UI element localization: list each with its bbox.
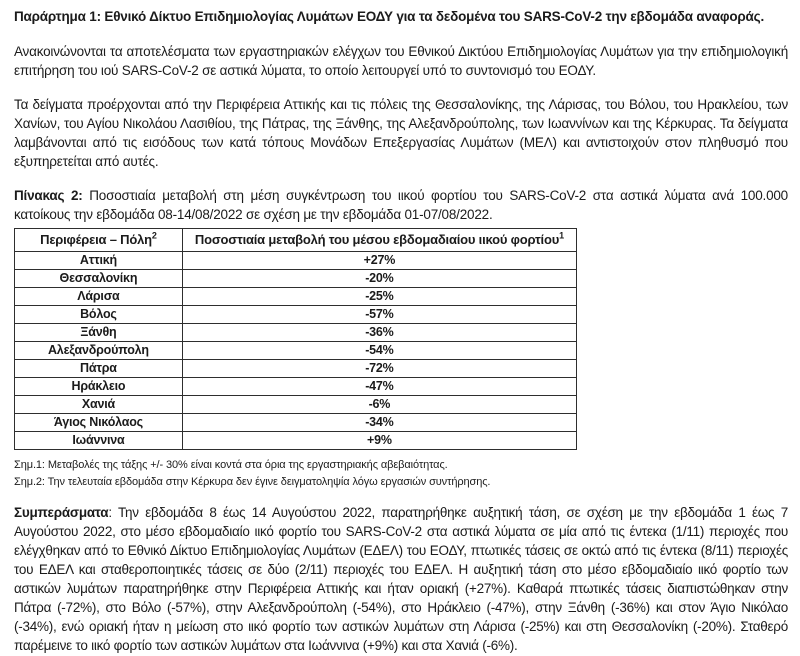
cell-change: -72%	[182, 360, 576, 378]
header-cell-region: Περιφέρεια – Πόλη$^2$	[15, 229, 183, 252]
table-caption	[14, 186, 788, 224]
table-row	[15, 306, 577, 324]
footnote-marker-1: 1	[559, 230, 564, 241]
table-header-row	[15, 229, 577, 252]
cell-change: -54%	[182, 342, 576, 360]
footnote-marker-2: 2	[151, 230, 157, 241]
conclusions-text: : Την εβδομάδα 8 έως 14 Αυγούστου 2022, παρατηρήθηκε αυξητική τάση, σε σχέση με την εβδομάδα 1 έως 7 Αυγούστου 2022, στο μέσο εβδομαδιαίο ιικό φορτίο του SARS-CoV-2 στα αστικά λύματα σε μία από τις έντεκα (1/11) περιοχές που ελέγχθηκαν από το Εθνικό Δίκτυο Επιδημιολογίας Λυμάτων (ΕΔΕΛ) του ΕΟΔΥ, πτωτικές τάσεις σε οκτώ από τις έντεκα (8/11) περιοχές του ΕΔΕΛ και σταθεροποιητικές τάσεις σε δύο (2/11) περιοχές του ΕΔΕΛ. Η αυξητική τάση στο μέσο εβδομαδιαίο ιικό φορτίο των αστικών λυμάτων παρατηρήθηκε στην Περιφέρεια Αττικής και ήταν οριακή (+27%). Καθαρά πτωτικές τάσεις διαπιστώθηκαν στην Πάτρα (-72%), στο Βόλο (-57%), στην Αλεξανδρούπολη (-54%), στο Ηράκλειο (-47%), στην Ξάνθη (-36%) και στον Άγιο Νικόλαο (-34%), ενώ οριακή ήταν η μείωση στο ιικό φορτίο των αστικών λυμάτων στη Λάρισα (-25%) και στη Θεσσαλονίκη (-20%). Σταθερό παρέμεινε το ιικό φορτίο των αστικών λυμάτων στα Ιωάννινα (+9%) και στα Χανιά (-6%).	[14, 505, 788, 653]
conclusions-paragraph	[14, 503, 788, 655]
cell-change: -34%	[182, 414, 576, 432]
cell-region: Ιωάννινα	[15, 432, 183, 450]
viral-load-table	[14, 228, 577, 450]
cell-region: Λάρισα	[15, 288, 183, 306]
table-row	[15, 396, 577, 414]
cell-region: Θεσσαλονίκη	[15, 270, 183, 288]
cell-change: -20%	[182, 270, 576, 288]
table-caption-text: Ποσοστιαία μεταβολή στη μέση συγκέντρωση του ιικού φορτίου του SARS-CoV-2 στα αστικά λύματα ανά 100.000 κατοίκους την εβδομάδα 08-14/08/2022 σε σχέση με την εβδομάδα 01-07/08/2022.	[14, 188, 788, 222]
cell-region: Αττική	[15, 252, 183, 270]
cell-region: Χανιά	[15, 396, 183, 414]
table-row	[15, 360, 577, 378]
table-row	[15, 288, 577, 306]
table-row	[15, 270, 577, 288]
table-row	[15, 432, 577, 450]
footnote-1: Σημ.1: Μεταβολές της τάξης +/- 30% είναι κοντά στα όρια της εργαστηριακής αβεβαιότητας.	[14, 459, 448, 471]
conclusions-label: Συμπεράσματα	[14, 505, 109, 520]
cell-region: Πάτρα	[15, 360, 183, 378]
table-caption-label: Πίνακας 2:	[14, 188, 83, 203]
page-title: Παράρτημα 1: Εθνικό Δίκτυο Επιδημιολογίας Λυμάτων ΕΟΔΥ για τα δεδομένα του SARS-CoV-2 την εβδομάδα αναφοράς.	[14, 9, 765, 24]
cell-change: -47%	[182, 378, 576, 396]
samples-paragraph: Τα δείγματα προέρχονται από την Περιφέρεια Αττικής και τις πόλεις της Θεσσαλονίκης, της Λάρισας, του Βόλου, του Ηρακλείου, των Χανίων, του Αγίου Νικολάου Λασιθίου, της Πάτρας, της Ξάνθης, της Αλεξανδρούπολης, των Ιωαννίνων και της Κέρκυρας. Τα δείγματα λαμβάνονται από τις εισόδους των κατά τόπους Μονάδων Επεξεργασίας Λυμάτων (ΜΕΛ) και αντιστοιχούν στον πληθυσμό που εξυπηρετείται από αυτές.	[14, 97, 788, 169]
table-row	[15, 324, 577, 342]
cell-region: Ηράκλειο	[15, 378, 183, 396]
cell-change: +27%	[182, 252, 576, 270]
cell-region: Ξάνθη	[15, 324, 183, 342]
table-row	[15, 414, 577, 432]
intro-paragraph: Ανακοινώνονται τα αποτελέσματα των εργαστηριακών ελέγχων του Εθνικού Δικτύου Επιδημιολογίας Λυμάτων για την επιδημιολογική επιτήρηση του ιού SARS-CoV-2 σε αστικά λύματα, το οποίο λειτουργεί υπό το συντονισμό του ΕΟΔΥ.	[14, 44, 788, 78]
cell-change: -57%	[182, 306, 576, 324]
table-row	[15, 378, 577, 396]
cell-change: -25%	[182, 288, 576, 306]
cell-change: -36%	[182, 324, 576, 342]
table-row	[15, 252, 577, 270]
cell-region: Βόλος	[15, 306, 183, 324]
footnote-2: Σημ.2: Την τελευταία εβδομάδα στην Κέρκυρα δεν έγινε δειγματοληψία λόγω εργασιών συντήρησης.	[14, 475, 491, 488]
cell-change: -6%	[182, 396, 576, 414]
table-row	[15, 342, 577, 360]
header-cell-change: Ποσοστιαία μεταβολή του μέσου εβδομαδιαίου ιικού φορτίου$^1$	[182, 229, 576, 252]
cell-region: Άγιος Νικόλαος	[15, 414, 183, 432]
cell-change: +9%	[182, 432, 576, 450]
cell-region: Αλεξανδρούπολη	[15, 342, 183, 360]
